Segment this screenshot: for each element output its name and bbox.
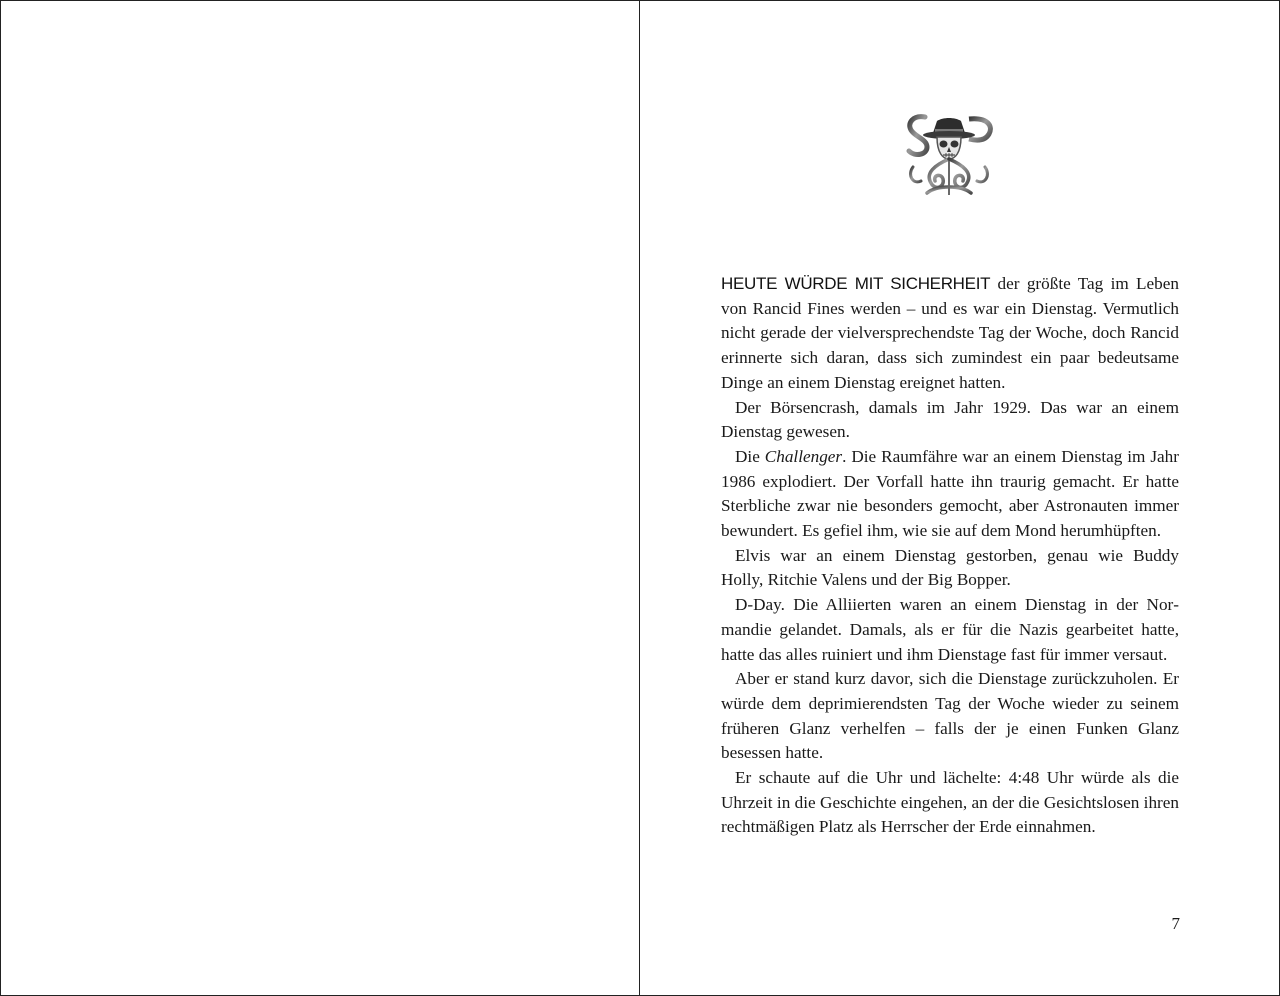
chapter-opening-caps: HEUTE WÜRDE MIT SICHERHEIT [721, 274, 991, 293]
paragraph-2: Der Börsencrash, damals im Jahr 1929. Das war an einem Dienstag gewesen. [721, 397, 1179, 442]
paragraph-4: Elvis war an einem Dienstag gestorben, genau wie Buddy Holly, Ritchie Valens und der Big Bopper. [721, 545, 1179, 590]
paragraph-1: HEUTE WÜRDE MIT SICHERHEIT der größte Tag im Leben von Rancid Fines werden – und es war ein Dienstag. Vermutlich nicht gerade der vielversprechendste Tag der Woche, doch Rancid erinnerte sich daran, dass sich zumindest ein paar bedeutsame Dinge an einem Dienstag ereignet hatten. [721, 274, 1180, 392]
paragraph-3: Die Challenger. Die Raumfähre war an einem Dienstag im Jahr 1986 explodiert. Der Vorfall hatte ihn traurig gemacht. Er hatte Sterbliche zwar nie besonders gemocht, aber Astronauten immer bewundert. Es gefiel ihm, wie sie auf dem Mond herumhüpften. [721, 446, 1179, 541]
paragraph-5: D-Day. Die Alliierten waren an einem Dienstag in der Normandie gelandet. Damals, als er für die Nazis gearbeitet hatte, hatte das alles ruiniert und ihm Dienstage fast für immer versaut. [721, 595, 1179, 664]
page-fold [639, 0, 640, 996]
left-page-blank [1, 1, 638, 994]
paragraph-6: Aber er stand kurz davor, sich die Dienstage zurückzuholen. Er würde dem deprimierendsten Tag der Woche wieder zu seinem früheren Glanz verhelfen – falls der je einen Funken Glanz besessen hatte. [721, 669, 1179, 763]
page-number: 7 [1171, 914, 1180, 933]
paragraph-7: Er schaute auf die Uhr und lächelte: 4:48 Uhr würde als die Uhrzeit in die Geschichte eingehen, an der die Gesichtslosen ihren rechtmäßigen Platz als Herrscher der Erde einnahmen. [721, 768, 1179, 837]
italic-title: Challenger [764, 446, 843, 466]
skull-fedora-monogram-icon [903, 113, 995, 197]
chapter-text [721, 272, 1179, 840]
